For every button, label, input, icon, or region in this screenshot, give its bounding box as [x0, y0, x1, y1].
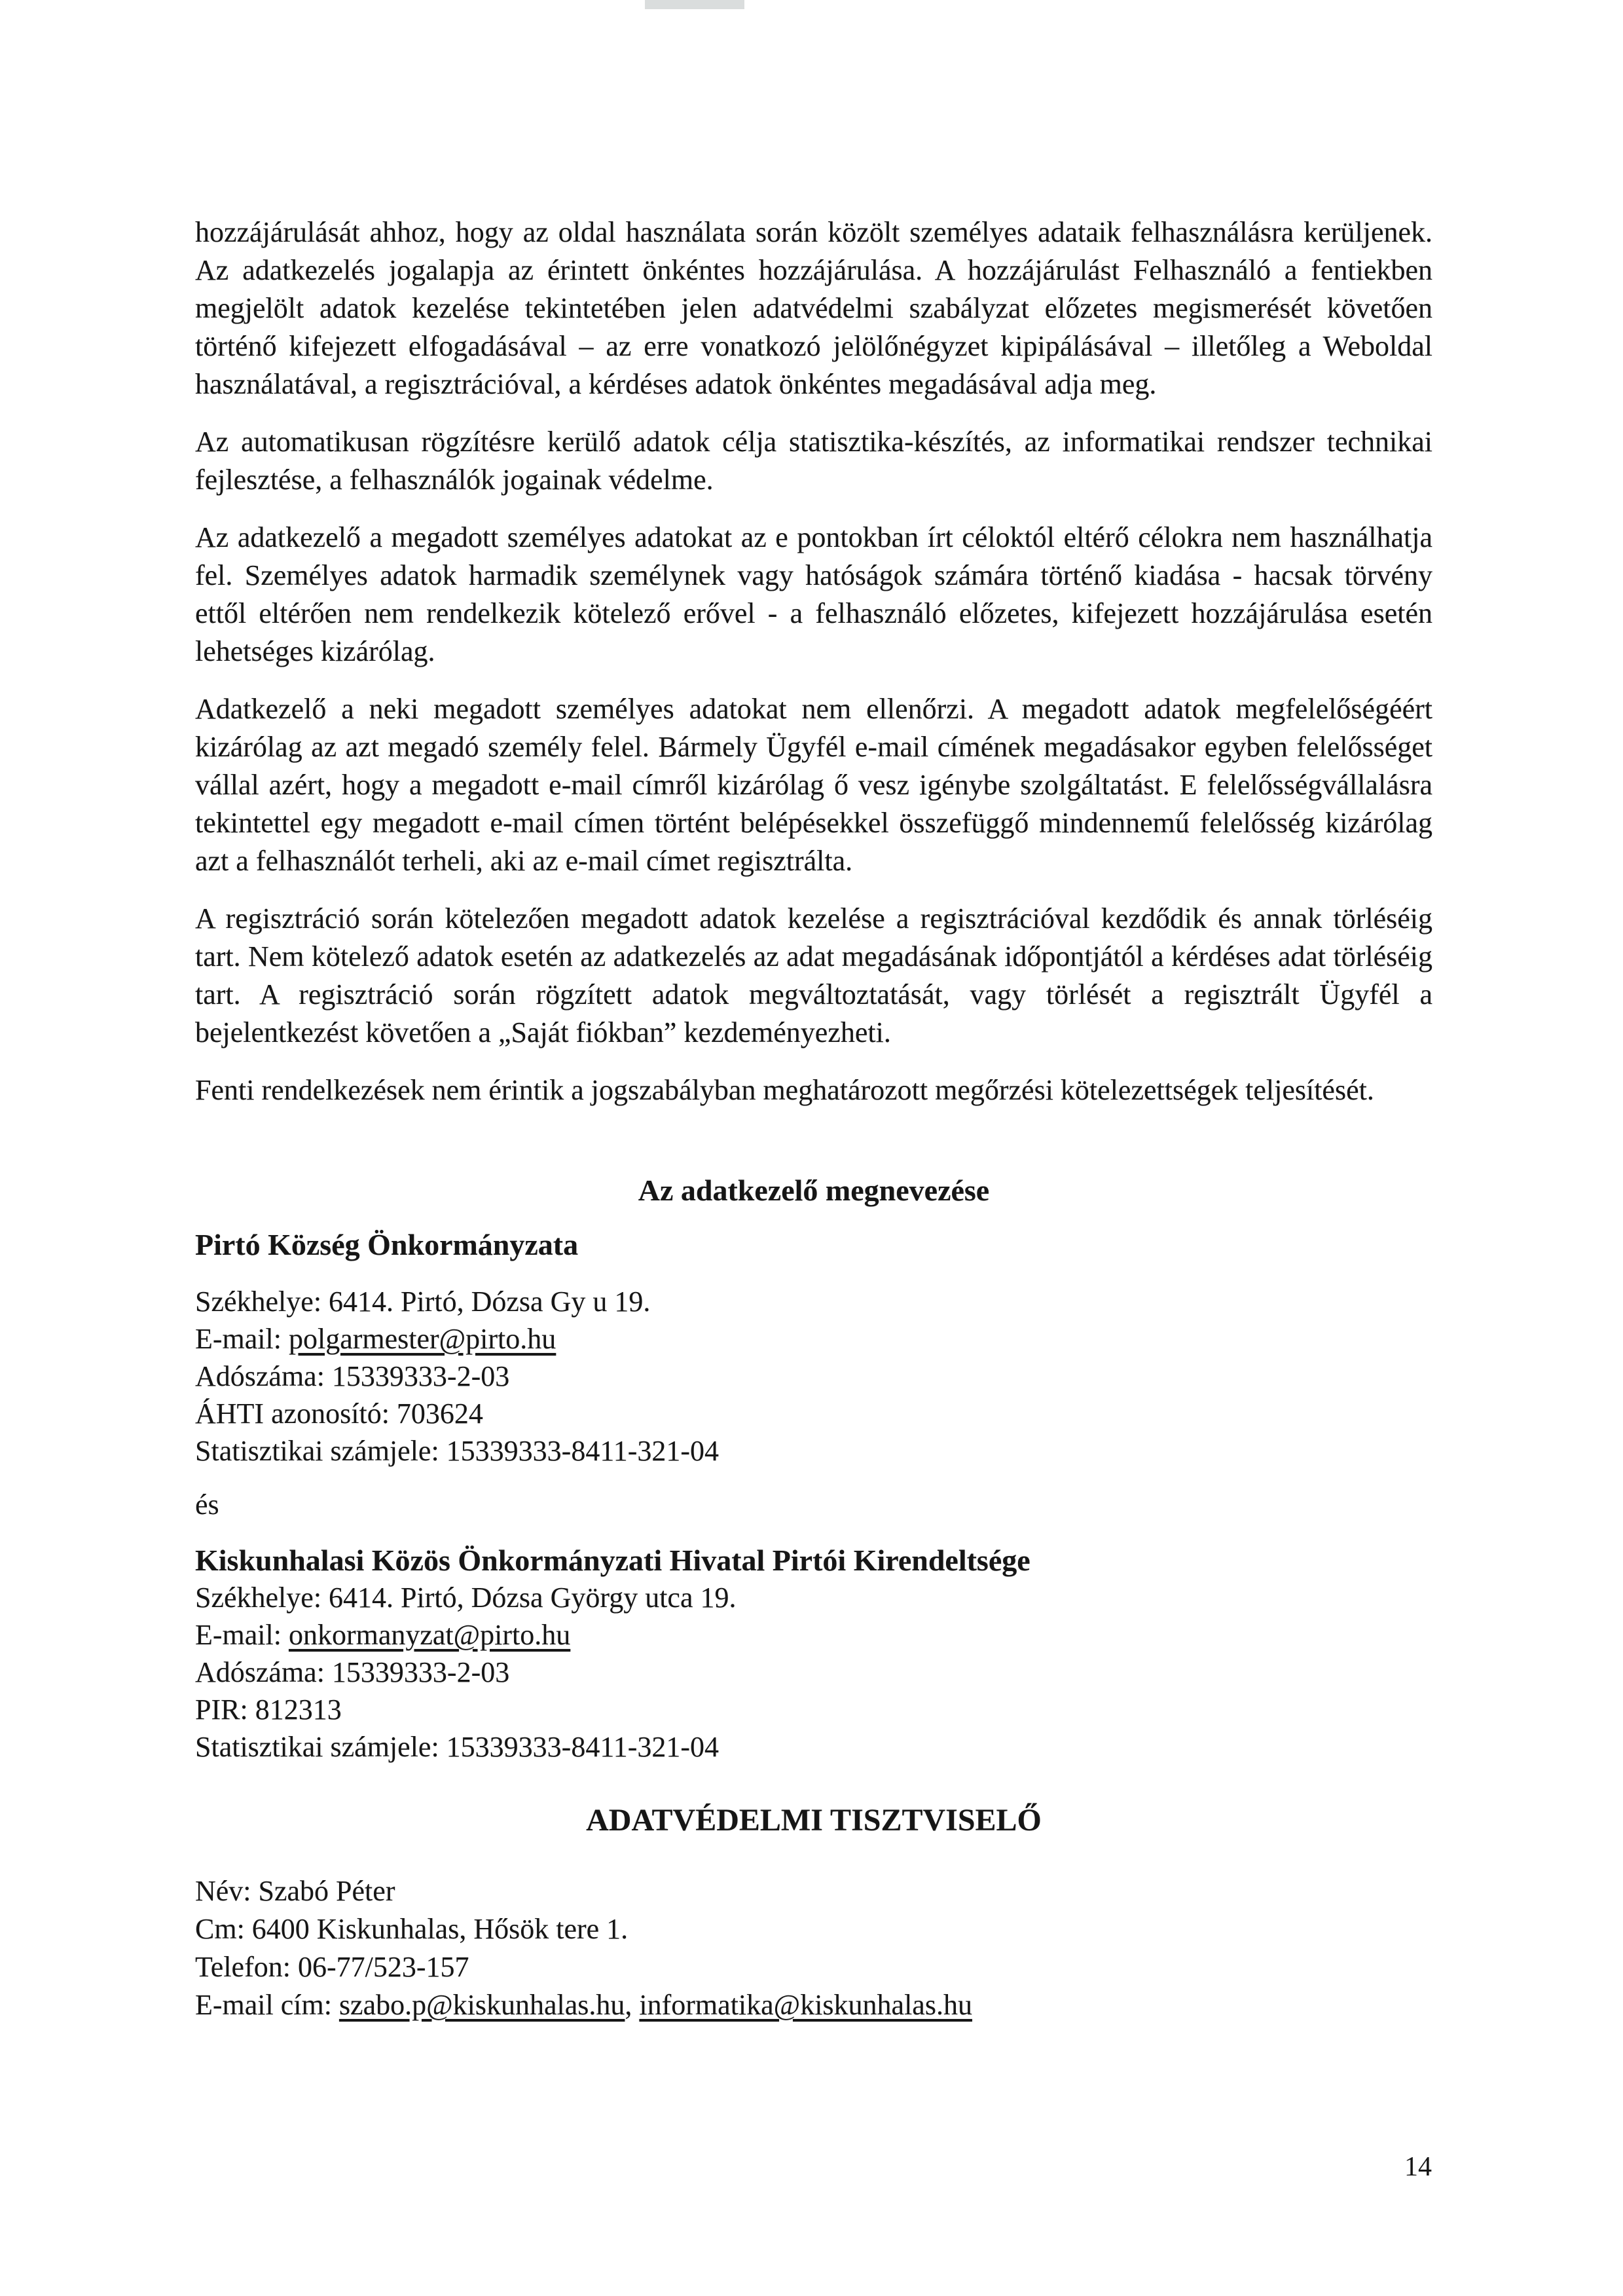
page-number: 14 — [1404, 2152, 1432, 2182]
dpo-email-label: E-mail cím: — [195, 1989, 339, 2021]
org2-tax-number-line: Adószáma: 15339333-2-03 — [195, 1656, 510, 1688]
scan-artifact — [645, 0, 744, 9]
dpo-info-block — [195, 1872, 1432, 2024]
org1-email-line — [195, 1320, 1432, 1358]
org1-info-block — [195, 1283, 1432, 1470]
org1-ahti-line: ÁHTI azonosító: 703624 — [195, 1398, 483, 1430]
dpo-email-separator: , — [625, 1989, 640, 2021]
org1-address-line: Székhelye: 6414. Pirtó, Dózsa Gy u 19. — [195, 1286, 651, 1318]
body-paragraph-purpose-limit: Az adatkezelő a megadott személyes adatokat az e pontokban írt céloktól eltérő célokra nem használhatja fel. Személyes adatok harmadik személynek vagy hatóságok számára történő kiadása - hacsak törvény ettől eltérően nem rendelkezik kötelező erővel - a felhasználó előzetes, kifejezett hozzájárulása esetén lehetséges kizárólag. — [195, 521, 1432, 667]
org1-stat-number-line: Statisztikai számjele: 15339333-8411-321-04 — [195, 1435, 719, 1467]
body-paragraph-registration: A regisztráció során kötelezően megadott adatok kezelése a regisztrációval kezdődik és annak törléséig tart. Nem kötelező adatok esetén az adatkezelés az adat megadásának időpontjától a kérdéses adat törléséig tart. A regisztráció során rögzített adatok megváltoztatását, vagy törlését a regisztrált Ügyfél a bejelentkezést követően a „Saját fiókban” kezdeményezheti. — [195, 902, 1432, 1048]
org2-name: Kiskunhalasi Közös Önkormányzati Hivatal Pirtói Kirendeltsége — [195, 1544, 1030, 1577]
org2-pir-line: PIR: 812313 — [195, 1694, 342, 1726]
email-link-onkormanyzat[interactable]: onkormanyzat@pirto.hu — [288, 1619, 571, 1651]
org2-email-line — [195, 1616, 1432, 1654]
body-paragraph-consent: hozzájárulását ahhoz, hogy az oldal használata során közölt személyes adataik felhasználásra kerüljenek. Az adatkezelés jogalapja az érintett önkéntes hozzájárulása. A hozzájárulást Felhasználó a fentiekben megjelölt adatok kezelése tekintetében jelen adatvédelmi szabályzat előzetes megismerését követően történő kifejezett elfogadásával – az erre vonatkozó jelölőnégyzet kipipálásával – illetőleg a Weboldal használatával, a regisztrációval, a kérdéses adatok önkéntes megadásával adja meg. — [195, 216, 1432, 400]
email-link-informatika[interactable]: informatika@kiskunhalas.hu — [639, 1989, 972, 2021]
org1-email-label: E-mail: — [195, 1323, 289, 1355]
org2-info-block — [195, 1579, 1432, 1766]
body-paragraph-retention: Fenti rendelkezések nem érintik a jogszabályban meghatározott megőrzési kötelezettségek teljesítését. — [195, 1074, 1374, 1106]
org2-address-line: Székhelye: 6414. Pirtó, Dózsa György utca 19. — [195, 1582, 737, 1614]
org1-tax-number-line: Adószáma: 15339333-2-03 — [195, 1360, 510, 1392]
dpo-address-line: Cm: 6400 Kiskunhalas, Hősök tere 1. — [195, 1913, 629, 1945]
connector-text: és — [195, 1489, 219, 1521]
email-link-szabo-p[interactable]: szabo.p@kiskunhalas.hu — [338, 1989, 625, 2021]
email-link-polgarmester[interactable]: polgarmester@pirto.hu — [288, 1323, 556, 1355]
org2-email-label: E-mail: — [195, 1619, 289, 1651]
section-heading-dpo: ADATVÉDELMI TISZTVISELŐ — [586, 1803, 1042, 1838]
section-heading-controller: Az adatkezelő megnevezése — [638, 1174, 990, 1207]
body-paragraph-auto-data: Az automatikusan rögzítésre kerülő adatok célja statisztika-készítés, az informatikai rendszer technikai fejlesztése, a felhasználók jogainak védelme. — [195, 426, 1432, 496]
page-content — [195, 213, 1432, 2024]
dpo-email-line — [195, 1986, 1432, 2024]
body-paragraph-responsibility: Adatkezelő a neki megadott személyes adatokat nem ellenőrzi. A megadott adatok megfelelőségéért kizárólag az azt megadó személy felel. Bármely Ügyfél e-mail címének megadásakor egyben felelősséget vállal azért, hogy a megadott e-mail címről kizárólag ő vesz igénybe szolgáltatást. E felelősségvállalásra tekintettel egy megadott e-mail címen történt belépésekkel összefüggő mindennemű felelősség kizárólag azt a felhasználót terheli, aki az e-mail címet regisztrálta. — [195, 693, 1432, 877]
dpo-name-line: Név: Szabó Péter — [195, 1875, 395, 1907]
org1-name: Pirtó Község Önkormányzata — [195, 1228, 579, 1261]
dpo-phone-line: Telefon: 06-77/523-157 — [195, 1951, 469, 1983]
org2-stat-number-line: Statisztikai számjele: 15339333-8411-321-04 — [195, 1731, 719, 1763]
